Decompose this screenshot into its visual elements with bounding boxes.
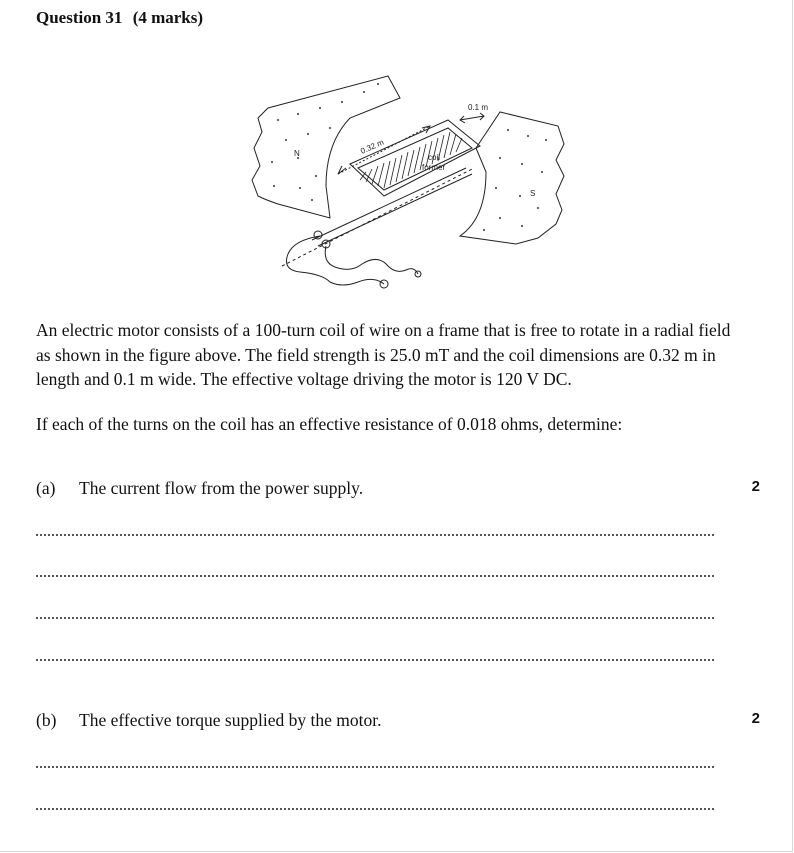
answer-line-a3[interactable] [36, 617, 714, 619]
shaft [312, 168, 472, 246]
former-label: former [422, 163, 446, 172]
question-marks: (4 marks) [132, 8, 204, 27]
part-b-text: The effective torque supplied by the motor. [79, 710, 382, 730]
magnet-texture [271, 83, 547, 231]
pole-s-label: S [530, 189, 536, 198]
motor-figure [238, 68, 574, 300]
part-b-label: (b) [36, 710, 57, 730]
answer-line-a1[interactable] [36, 534, 714, 536]
length-arrow [338, 126, 430, 174]
wire-lead-2 [325, 246, 418, 274]
part-b-marks: 2 [751, 710, 760, 727]
part-a-marks: 2 [751, 478, 760, 495]
part-a-text: The current flow from the power supply. [79, 478, 364, 498]
coil-former [350, 120, 480, 196]
length-label: 0.32 m [359, 137, 386, 156]
instruction-paragraph: If each of the turns on the coil has an effective resistance of 0.018 ohms, determine: [36, 414, 623, 434]
question-heading [36, 8, 209, 28]
south-magnet [460, 112, 564, 244]
answer-line-a4[interactable] [36, 659, 714, 661]
coil-label: coil [428, 153, 441, 162]
width-label: 0.1 m [468, 103, 489, 112]
answer-line-b2[interactable] [36, 808, 714, 810]
part-a-label: (a) [36, 478, 56, 498]
intro-paragraph: An electric motor consists of a 100-turn coil of wire on a frame that is free to rotate in a radial field as shown in the figure above. The field strength is 25.0 mT and the coil dimensions are 0.32 m in length and 0.1 m wide. The effective voltage driving the motor is 120 V DC. [36, 320, 731, 389]
answer-line-b1[interactable] [36, 766, 714, 768]
answer-line-a2[interactable] [36, 575, 714, 577]
axis-line [282, 168, 474, 266]
pole-n-label: N [294, 149, 300, 158]
question-number: Question 31 [36, 8, 123, 27]
